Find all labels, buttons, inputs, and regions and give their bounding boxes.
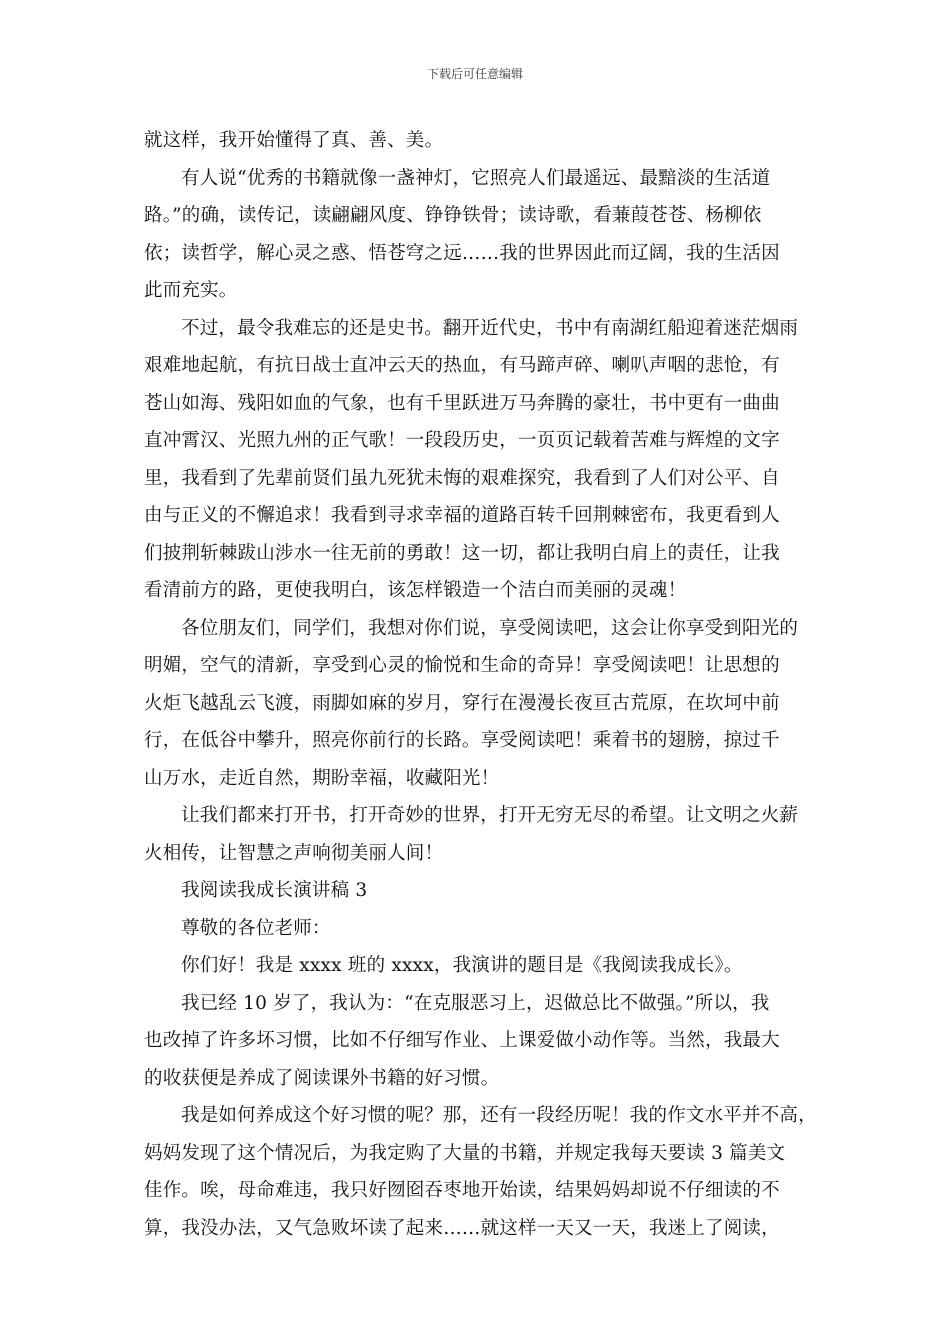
text-line: 佳作。唉，母命难违，我只好囫囵吞枣地开始读，结果妈妈却说不仔细读的不 (144, 1180, 780, 1201)
text-line: 各位朋友们，同学们，我想对你们说，享受阅读吧，这会让你享受到阳光的 (181, 617, 799, 639)
text-line: 直冲霄汉、光照九州的正气歌！一段段历史，一页页记载着苦难与辉煌的文字 (144, 430, 780, 451)
text-line: 里，我看到了先辈前贤们虽九死犹未悔的艰难探究，我看到了人们对公平、自 (144, 467, 780, 489)
text-line: 明媚，空气的清新，享受到心灵的愉悦和生命的奇异！享受阅读吧！让思想的 (144, 655, 780, 676)
text-line: 我已经 10 岁了，我认为：“在克服恶习上，迟做总比不做强。”所以，我 (181, 992, 770, 1014)
text-line: 就这样，我开始懂得了真、善、美。 (144, 130, 444, 151)
text-line: 算，我没办法，又气急败坏读了起来……就这样一天又一天，我迷上了阅读， (144, 1217, 780, 1239)
document-body (144, 122, 817, 1247)
page-header: 下载后可任意编辑 (426, 67, 523, 81)
text-line: 你们好！我是 xxxx 班的 xxxx，我演讲的题目是《我阅读我成长》。 (181, 955, 743, 976)
text-line: 苍山如海、残阳如血的气象，也有千里跃进万马奔腾的豪壮，书中更有一曲曲 (144, 392, 780, 414)
text-line: 们披荆斩棘跋山涉水一往无前的勇敢！这一切，都让我明白肩上的责任，让我 (144, 542, 780, 564)
text-line: 艰难地起航，有抗日战士直冲云天的热血，有马蹄声碎、喇叭声咽的悲怆，有 (144, 355, 780, 376)
text-line: 路。”的确，读传记，读翩翩风度、铮铮铁骨；读诗歌，看蒹葭苍苍、杨柳依 (144, 205, 762, 226)
text-line: 由与正义的不懈追求！我看到寻求幸福的道路百转千回荆棘密布，我更看到人 (144, 505, 780, 526)
section-title: 我阅读我成长演讲稿 3 (181, 880, 368, 901)
text-line: 有人说“优秀的书籍就像一盏神灯，它照亮人们最遥远、最黯淡的生活道 (181, 167, 771, 189)
text-line: 看清前方的路，更使我明白，该怎样锻造一个洁白而美丽的灵魂！ (144, 580, 687, 601)
text-line: 的收获便是养成了阅读课外书籍的好习惯。 (144, 1067, 500, 1089)
salutation: 尊敬的各位老师： (181, 917, 331, 939)
text-line: 让我们都来打开书，打开奇妙的世界，打开无穷无尽的希望。让文明之火薪 (181, 805, 799, 826)
text-line: 也改掉了许多坏习惯，比如不仔细写作业、上课爱做小动作等。当然，我最大 (144, 1030, 780, 1051)
text-line: 妈妈发现了这个情况后，为我定购了大量的书籍，并规定我每天要读 3 篇美文 (144, 1142, 786, 1164)
text-line: 火炬飞越乱云飞渡，雨脚如麻的岁月，穿行在漫漫长夜亘古荒原，在坎坷中前 (144, 692, 780, 714)
text-line: 不过，最令我难忘的还是史书。翻开近代史，书中有南湖红船迎着迷茫烟雨 (181, 317, 799, 339)
text-line: 此而充实。 (144, 280, 238, 301)
text-line: 依；读哲学，解心灵之惑、悟苍穹之远……我的世界因此而辽阔，我的生活因 (144, 242, 780, 264)
text-line: 我是如何养成这个好习惯的呢？那，还有一段经历呢！我的作文水平并不高， (181, 1105, 817, 1126)
text-line: 山万水，走近自然，期盼幸福，收藏阳光！ (144, 767, 500, 789)
text-line: 行，在低谷中攀升，照亮你前行的长路。享受阅读吧！乘着书的翅膀，掠过千 (144, 730, 780, 751)
text-line: 火相传，让智慧之声响彻美丽人间！ (144, 842, 444, 864)
